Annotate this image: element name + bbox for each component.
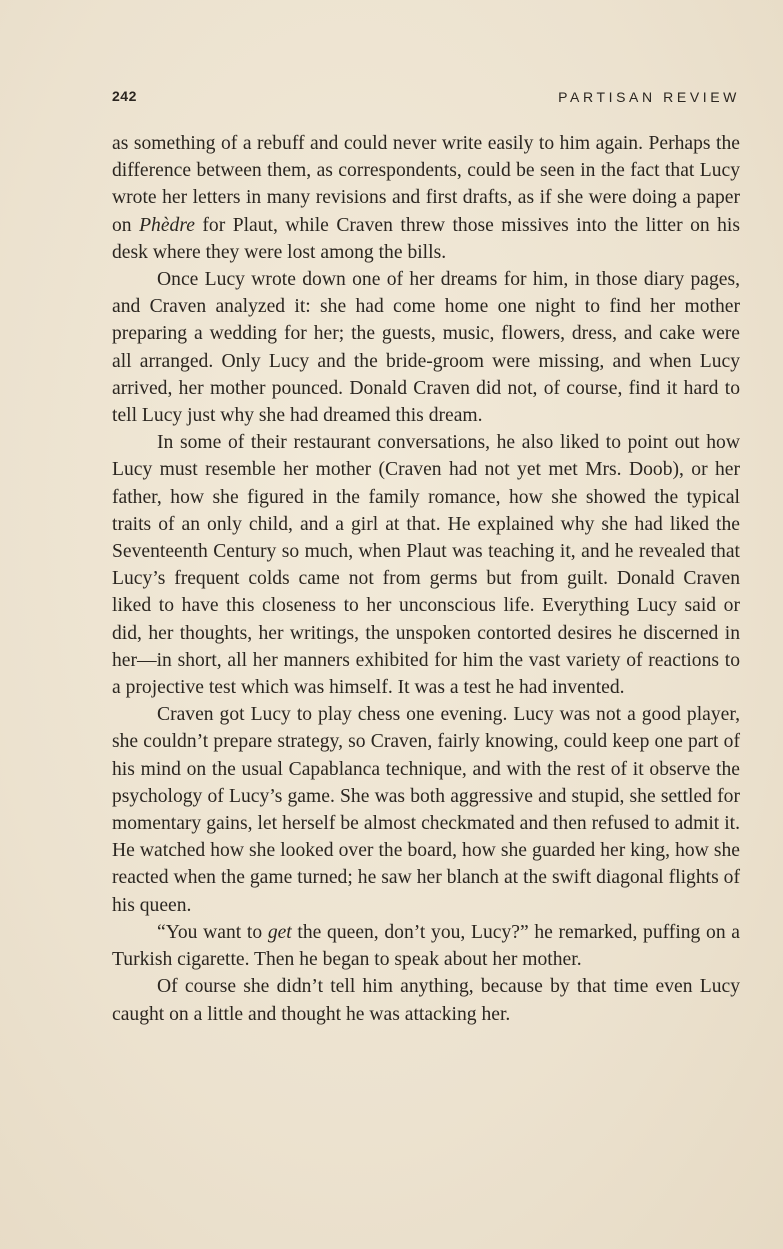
italic-text: Phèdre [139,214,195,236]
text-run: Of course she didn’t tell him anything, because by that time even Lucy caught on a little and thought he was attacking her. [112,976,740,1025]
paragraph [112,701,740,919]
paragraph [112,130,740,266]
text-run: the queen, don’t you, Lucy?” he remarked, puffing on a Turkish cigarette. Then he began to speak about her mother. [112,921,740,971]
paragraph [112,973,740,1027]
text-run: “You want to [157,921,268,943]
body-text [112,130,740,1028]
paragraph [112,919,740,973]
paragraph [112,429,740,701]
text-run: as something of a rebuff and could never write easily to him again. Perhaps the difference between them, as correspondents, could be seen in the fact that Lucy wrote her letters in many revisions and first drafts, as if she were doing a paper on [112,133,740,236]
paragraph [112,266,740,429]
text-run: In some of their restaurant conversations, he also liked to point out how Lucy must resemble her mother (Craven had not yet met Mrs. Doob), or her father, how she figured in the family romance, how she showed the typical traits of an only child, and a girl at that. He explained why she had liked the Seventeenth Century so much, when Plaut was teaching it, and he revealed that Lucy’s frequent colds came not from germs but from guilt. Donald Craven liked to have this closeness to her unconscious life. Everything Lucy said or did, her thoughts, her writings, the unspoken contorted desires he discerned in her—in short, all her manners exhibited for him the vast variety of reactions to a projective test which was himself. It was a test he had invented. [112,432,740,699]
text-run: Craven got Lucy to play chess one evening. Lucy was not a good player, she couldn’t prepare strategy, so Craven, fairly knowing, could keep one part of his mind on the usual Capablanca technique, and with the rest of it observe the psychology of Lucy’s game. She was both aggressive and stupid, she settled for momentary gains, let herself be almost checkmated and then refused to admit it. He watched how she looked over the board, how she guarded her king, how she reacted when the game turned; he saw her blanch at the swift diagonal flights of his queen. [112,704,740,916]
running-head [112,88,740,110]
journal-title: PARTISAN REVIEW [558,89,740,105]
text-run: Once Lucy wrote down one of her dreams for him, in those diary pages, and Craven analyzed it: she had come home one night to find her mother preparing a wedding for her; the guests, music, flowers, dress, and cake were all arranged. Only Lucy and the bride-groom were missing, and when Lucy arrived, her mother pounced. Donald Craven did not, of course, find it hard to tell Lucy just why she had dreamed this dream. [112,269,740,427]
page-number: 242 [112,88,137,104]
italic-text: get [267,921,292,943]
text-run: for Plaut, while Craven threw those missives into the litter on his desk where they were lost among the bills. [112,214,740,263]
